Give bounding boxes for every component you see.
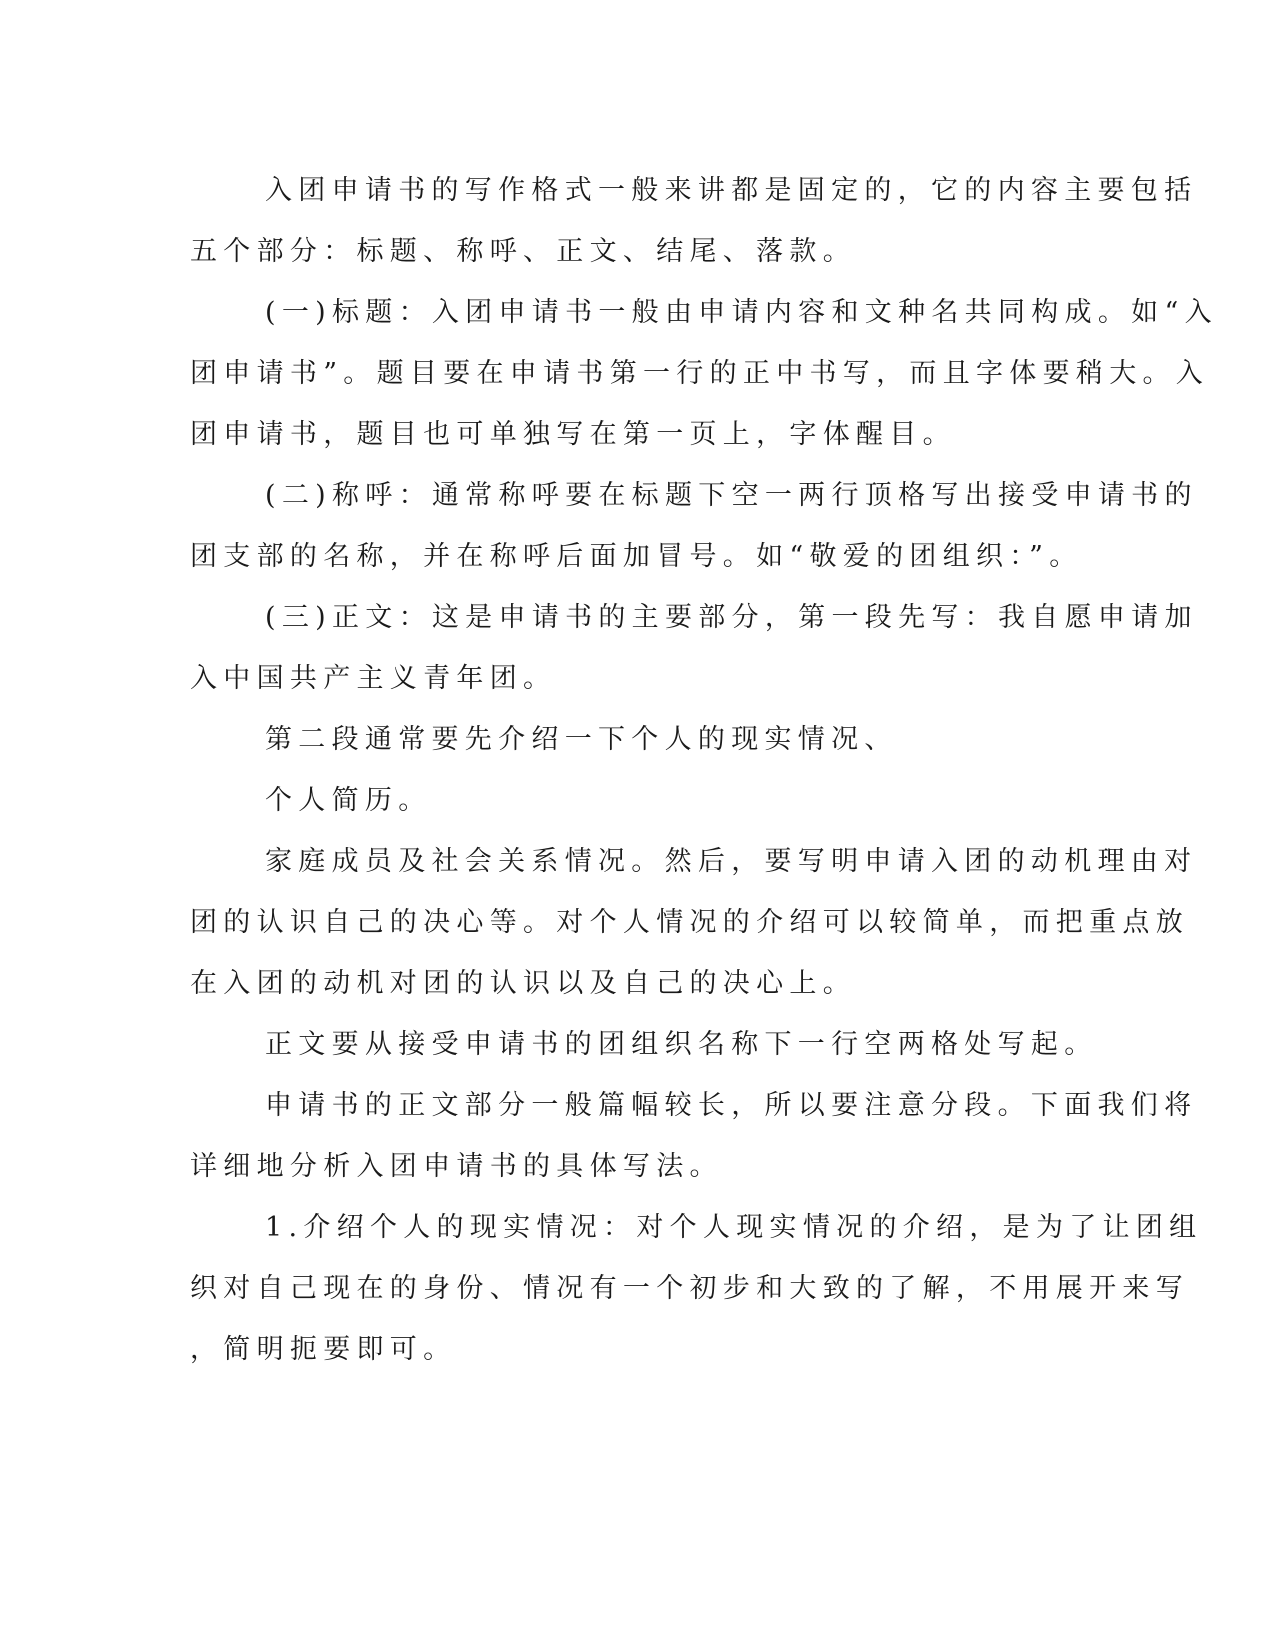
text-line: 团申请书，题目也可单独写在第一页上，字体醒目。 bbox=[190, 419, 956, 450]
text-line: 1.介绍个人的现实情况：对个人现实情况的介绍，是为了让团组 bbox=[265, 1212, 1203, 1243]
paragraph-personal-intro bbox=[190, 1197, 1203, 1380]
document-body bbox=[190, 160, 1218, 1380]
text-line: 团支部的名称，并在称呼后面加冒号。如“敬爱的团组织：”。 bbox=[190, 541, 1083, 572]
paragraph-second-part bbox=[190, 709, 1075, 770]
paragraph-segmentation bbox=[190, 1075, 1198, 1197]
paragraph-intro bbox=[190, 160, 1198, 282]
text-line: 在入团的动机对团的认识以及自己的决心上。 bbox=[190, 968, 856, 999]
paragraph-title-section bbox=[190, 282, 1218, 465]
text-line: 个人简历。 bbox=[265, 785, 432, 816]
text-line: 申请书的正文部分一般篇幅较长，所以要注意分段。下面我们将 bbox=[265, 1090, 1198, 1121]
text-line: 正文要从接受申请书的团组织名称下一行空两格处写起。 bbox=[265, 1029, 1098, 1060]
text-line: 第二段通常要先介绍一下个人的现实情况、 bbox=[265, 724, 898, 755]
text-line: 详细地分析入团申请书的具体写法。 bbox=[190, 1151, 723, 1182]
paragraph-body-start bbox=[190, 1014, 1098, 1075]
paragraph-resume bbox=[190, 770, 1075, 831]
paragraph-family bbox=[190, 831, 1198, 1014]
text-line: ，简明扼要即可。 bbox=[190, 1334, 457, 1365]
text-line: 五个部分：标题、称呼、正文、结尾、落款。 bbox=[190, 236, 856, 267]
text-line: 入中国共产主义青年团。 bbox=[190, 663, 557, 694]
text-line: 入团申请书的写作格式一般来讲都是固定的，它的内容主要包括 bbox=[265, 175, 1198, 206]
text-line: (三)正文：这是申请书的主要部分，第一段先写：我自愿申请加 bbox=[265, 602, 1198, 633]
paragraph-body-section bbox=[190, 587, 1198, 709]
paragraph-salutation-section bbox=[190, 465, 1198, 587]
text-line: 团的认识自己的决心等。对个人情况的介绍可以较简单，而把重点放 bbox=[190, 907, 1189, 938]
text-line: 织对自己现在的身份、情况有一个初步和大致的了解，不用展开来写 bbox=[190, 1273, 1189, 1304]
text-line: (二)称呼：通常称呼要在标题下空一两行顶格写出接受申请书的 bbox=[265, 480, 1198, 511]
text-line: (一)标题：入团申请书一般由申请内容和文种名共同构成。如“入 bbox=[265, 297, 1218, 328]
text-line: 家庭成员及社会关系情况。然后，要写明申请入团的动机理由对 bbox=[265, 846, 1198, 877]
text-line: 团申请书”。题目要在申请书第一行的正中书写，而且字体要稍大。入 bbox=[190, 358, 1210, 389]
